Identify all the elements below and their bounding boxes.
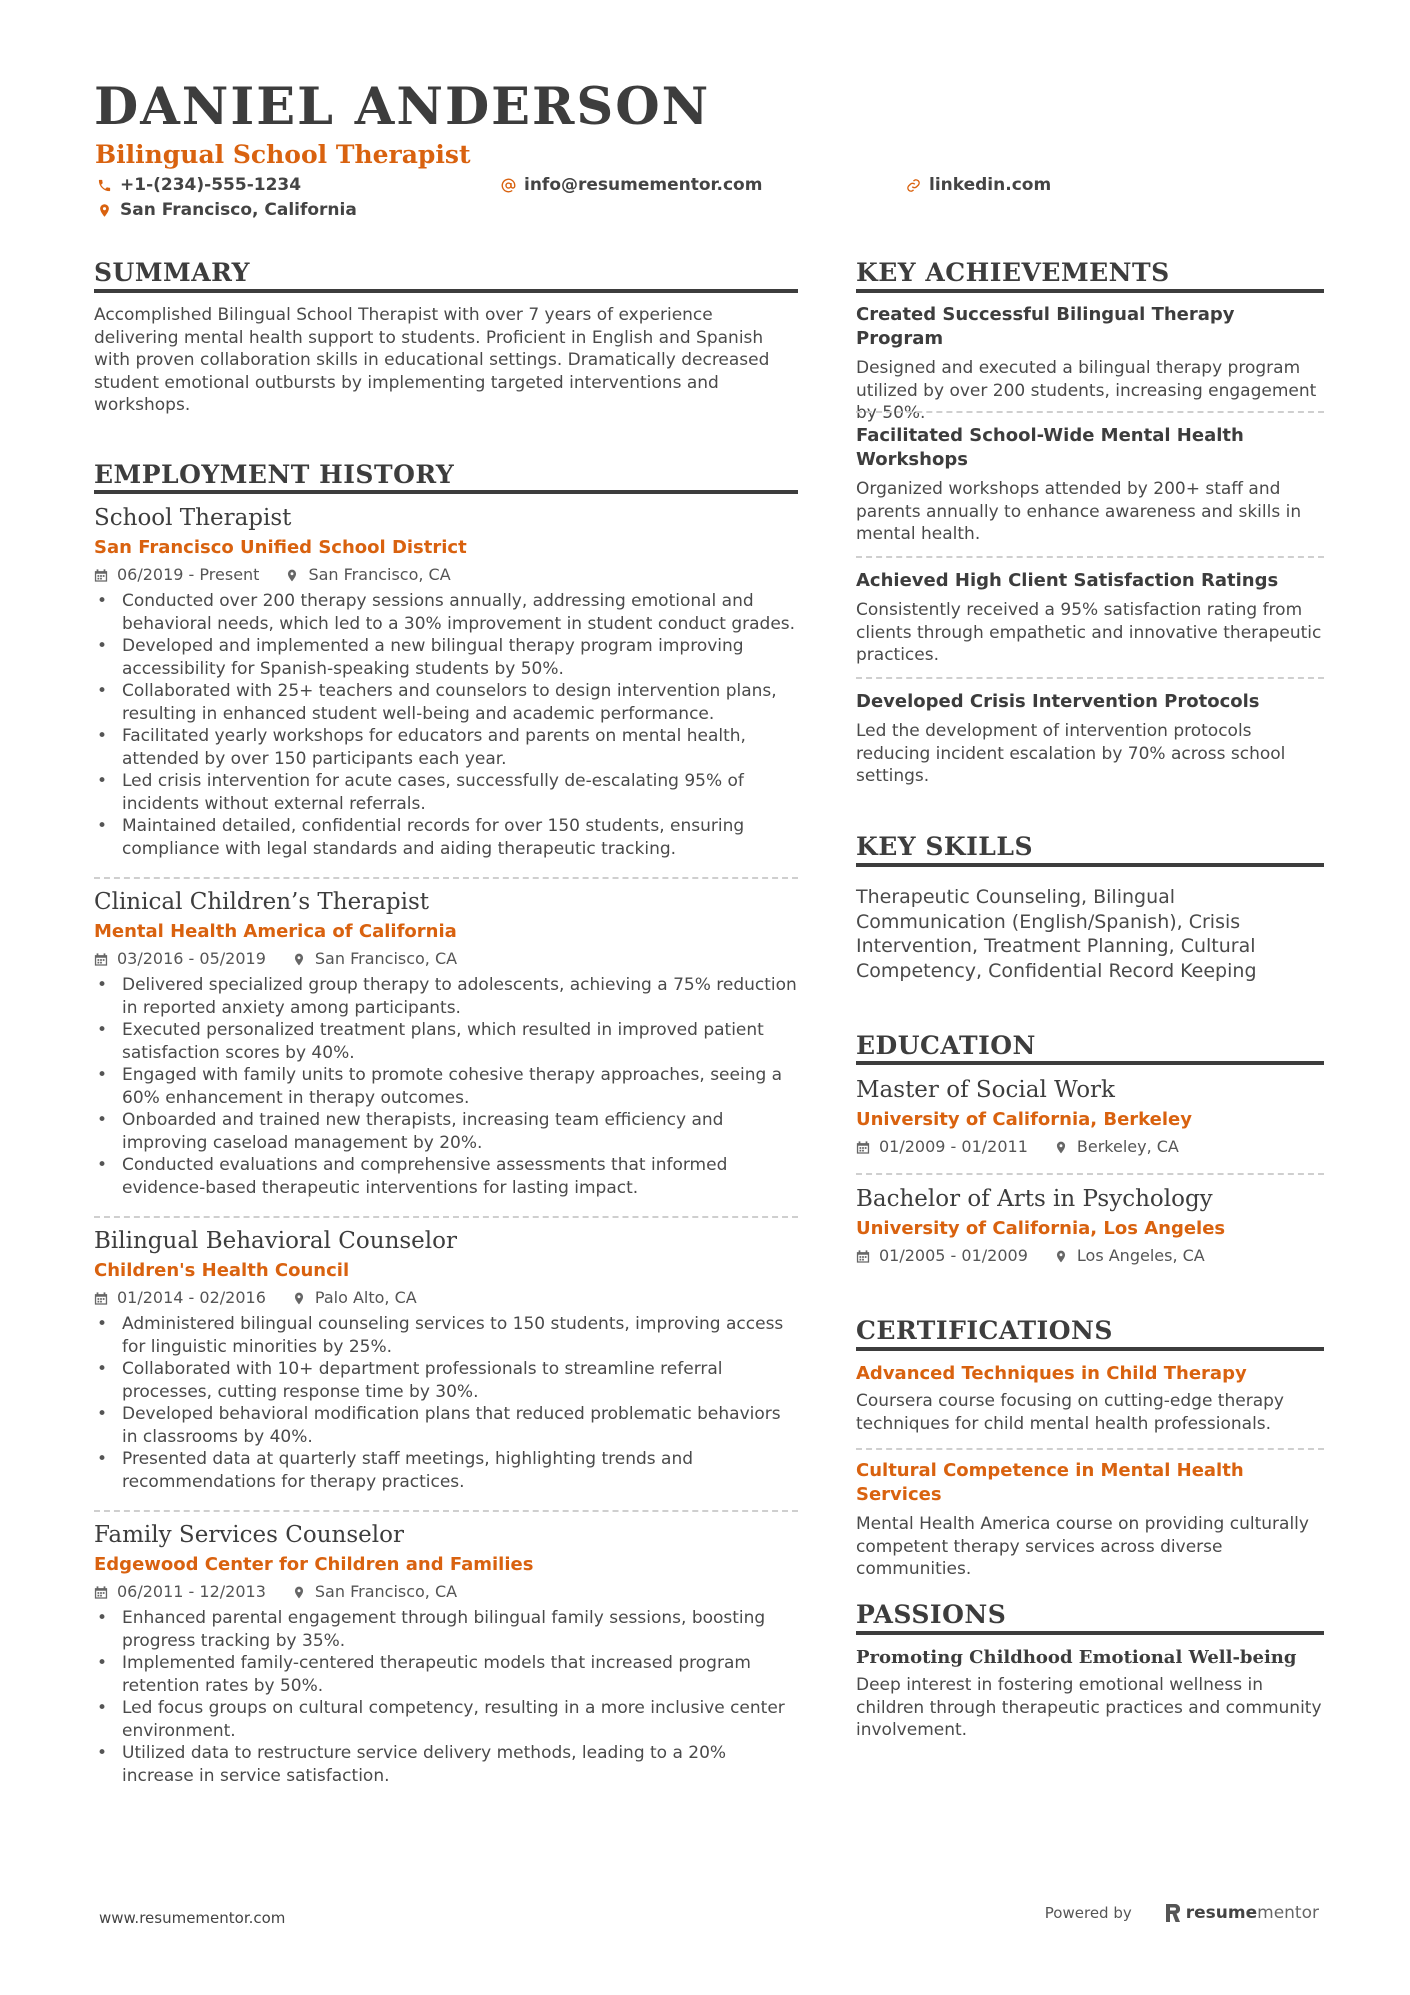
- job-location: [292, 1581, 457, 1603]
- job-divider: [94, 1216, 798, 1218]
- job-bullets: [94, 590, 798, 860]
- job-bullet: • Conducted over 200 therapy sessions annually, addressing emotional and behavioral needs, which led to a 30% improvement in student conduct grades.: [94, 590, 798, 635]
- achievements-heading: KEY ACHIEVEMENTS: [856, 258, 1170, 287]
- achievement-item: [856, 690, 1324, 788]
- job-dates-text: 06/2011 - 12/2013: [117, 1582, 266, 1601]
- location-pin-icon: [97, 203, 112, 218]
- skills-heading: KEY SKILLS: [856, 832, 1034, 861]
- job-bullet: • Collaborated with 10+ department professionals to streamline referral processes, cutting response time by 30%.: [94, 1358, 798, 1403]
- calendar-icon: [94, 1585, 108, 1600]
- job-title: Clinical Children’s Therapist: [94, 889, 430, 915]
- job-bullet: • Enhanced parental engagement through bilingual family sessions, boosting progress tracking by 35%.: [94, 1607, 798, 1652]
- brand-part-a: resume: [1185, 1903, 1258, 1923]
- job-location: [292, 948, 457, 970]
- job-meta: [94, 1581, 798, 1603]
- summary-text: Accomplished Bilingual School Therapist with over 7 years of experience delivering mental health support to students. Proficient in English and Spanish with proven collaboration skills in educational settings. Dramatically decreased student emotional outbursts by implementing targeted interventions and workshops.: [94, 305, 770, 415]
- education-location-text: Berkeley, CA: [1076, 1137, 1179, 1156]
- job-dates: [94, 1581, 266, 1603]
- achievement-divider: [856, 411, 1324, 413]
- job-dates: [94, 948, 266, 970]
- achievement-title: Facilitated School-Wide Mental Health Workshops: [856, 425, 1244, 470]
- achievement-desc: Organized workshops attended by 200+ staff and parents annually to enhance awareness and skills in mental health.: [856, 479, 1302, 544]
- achievement-title: Created Successful Bilingual Therapy Program: [856, 304, 1235, 349]
- certification-desc: Coursera course focusing on cutting-edge therapy techniques for child mental health professionals.: [856, 1391, 1284, 1434]
- job-bullet: • Implemented family-centered therapeutic models that increased program retention rates by 50%.: [94, 1652, 798, 1697]
- job-title: Family Services Counselor: [94, 1522, 404, 1548]
- job-bullet: • Executed personalized treatment plans, which resulted in improved patient satisfaction scores by 40%.: [94, 1019, 798, 1064]
- skills-text: Therapeutic Counseling, Bilingual Communication (English/Spanish), Crisis Intervention, Treatment Planning, Cultural Competency, Confidential Record Keeping: [856, 886, 1257, 982]
- achievement-desc: Consistently received a 95% satisfaction rating from clients through empathetic and innovative therapeutic practices.: [856, 600, 1322, 665]
- brand-part-b: mentor: [1257, 1903, 1319, 1923]
- job-divider: [94, 877, 798, 879]
- calendar-icon: [856, 1140, 870, 1155]
- education-school: University of California, Los Angeles: [856, 1218, 1226, 1239]
- achievement-item: [856, 303, 1324, 425]
- job-bullet: • Developed behavioral modification plans that reduced problematic behaviors in classrooms by 40%.: [94, 1403, 798, 1448]
- job-location-text: Palo Alto, CA: [314, 1288, 417, 1307]
- location-pin-icon: [285, 568, 299, 583]
- email-text: info@resumementor.com: [524, 175, 763, 195]
- location-pin-icon: [1054, 1249, 1068, 1264]
- job-location-text: San Francisco, CA: [308, 565, 451, 584]
- job-bullet: • Facilitated yearly workshops for educators and parents on mental health, attended by over 150 participants each year.: [94, 725, 798, 770]
- job-dates: [94, 1287, 266, 1309]
- education-rule: [856, 1061, 1324, 1065]
- certification-title: Cultural Competence in Mental Health Services: [856, 1460, 1244, 1505]
- job-dates: [94, 564, 259, 586]
- job-bullet: • Maintained detailed, confidential records for over 150 students, ensuring compliance with legal standards and aiding therapeutic tracking.: [94, 815, 798, 860]
- summary-rule: [94, 289, 798, 293]
- education-dates-text: 01/2005 - 01/2009: [879, 1246, 1028, 1265]
- location-text: San Francisco, California: [120, 200, 357, 220]
- certifications-rule: [856, 1347, 1324, 1351]
- job-dates-text: 03/2016 - 05/2019: [117, 949, 266, 968]
- job-location-text: San Francisco, CA: [314, 1582, 458, 1601]
- education-heading: EDUCATION: [856, 1031, 1036, 1060]
- employment-heading: EMPLOYMENT HISTORY: [94, 460, 455, 489]
- job-entry: [94, 1521, 798, 1787]
- achievement-divider: [856, 556, 1324, 558]
- phone-icon: [97, 178, 112, 193]
- certifications-heading: CERTIFICATIONS: [856, 1316, 1113, 1345]
- employment-rule: [94, 490, 798, 494]
- job-bullet: • Engaged with family units to promote cohesive therapy approaches, seeing a 60% enhancement in therapy outcomes.: [94, 1064, 798, 1109]
- job-entry: [94, 504, 798, 860]
- certification-divider: [856, 1448, 1324, 1450]
- summary-heading: SUMMARY: [94, 258, 250, 287]
- job-bullet: • Presented data at quarterly staff meetings, highlighting trends and recommendations for therapy practices.: [94, 1448, 798, 1493]
- education-dates: [856, 1136, 1028, 1158]
- job-bullet: • Led crisis intervention for acute cases, successfully de-escalating 95% of incidents without external referrals.: [94, 770, 798, 815]
- education-item: [856, 1076, 1324, 1158]
- certification-item: [856, 1459, 1324, 1581]
- passions-rule: [856, 1631, 1324, 1635]
- linkedin-text: linkedin.com: [929, 175, 1052, 195]
- job-company: Mental Health America of California: [94, 921, 457, 942]
- education-location-text: Los Angeles, CA: [1076, 1246, 1205, 1265]
- job-meta: [94, 948, 798, 970]
- achievement-desc: Designed and executed a bilingual therapy program utilized by over 200 students, increasing engagement by 50%.: [856, 358, 1317, 423]
- achievement-title: Achieved High Client Satisfaction Ratings: [856, 570, 1279, 591]
- calendar-icon: [94, 952, 108, 967]
- achievement-item: [856, 424, 1324, 546]
- education-item: [856, 1185, 1324, 1267]
- education-location: [1054, 1245, 1205, 1267]
- passions-heading: PASSIONS: [856, 1600, 1007, 1629]
- education-dates: [856, 1245, 1028, 1267]
- job-company: Edgewood Center for Children and Families: [94, 1554, 534, 1575]
- footer-brand: [1045, 1903, 1319, 1923]
- footer-website[interactable]: www.resumementor.com: [99, 1909, 286, 1927]
- job-meta: [94, 1287, 798, 1309]
- phone-text: +1-(234)-555-1234: [120, 175, 302, 195]
- job-bullets: [94, 1313, 798, 1493]
- job-bullet: • Onboarded and trained new therapists, increasing team efficiency and improving caseload management by 20%.: [94, 1109, 798, 1154]
- job-bullet: • Collaborated with 25+ teachers and counselors to design intervention plans, resulting in enhanced student well-being and academic performance.: [94, 680, 798, 725]
- education-meta: [856, 1136, 1324, 1158]
- education-degree: Master of Social Work: [856, 1077, 1115, 1103]
- job-title: Bilingual Behavioral Counselor: [94, 1228, 457, 1254]
- education-location: [1054, 1136, 1179, 1158]
- location-contact: [97, 202, 357, 219]
- powered-by-text: Powered by: [1044, 1904, 1132, 1922]
- education-dates-text: 01/2009 - 01/2011: [879, 1137, 1028, 1156]
- calendar-icon: [94, 1291, 108, 1306]
- job-bullet: • Delivered specialized group therapy to adolescents, achieving a 75% reduction in reported anxiety among participants.: [94, 974, 798, 1019]
- job-bullet: • Administered bilingual counseling services to 150 students, improving access for linguistic minorities by 25%.: [94, 1313, 798, 1358]
- education-meta: [856, 1245, 1324, 1267]
- skills-rule: [856, 863, 1324, 867]
- achievement-desc: Led the development of intervention protocols reducing incident escalation by 70% across school settings.: [856, 721, 1286, 786]
- resumementor-logo[interactable]: [1166, 1903, 1319, 1923]
- certification-item: [856, 1362, 1324, 1435]
- job-bullets: [94, 1607, 798, 1787]
- job-bullet: • Led focus groups on cultural competency, resulting in a more inclusive center environment.: [94, 1697, 798, 1742]
- candidate-name: DANIEL ANDERSON: [94, 77, 711, 137]
- passion-title: Promoting Childhood Emotional Well-being: [856, 1647, 1297, 1668]
- education-degree: Bachelor of Arts in Psychology: [856, 1186, 1213, 1212]
- job-company: Children's Health Council: [94, 1260, 350, 1281]
- location-pin-icon: [292, 1291, 306, 1306]
- job-bullet: • Developed and implemented a new bilingual therapy program improving accessibility for Spanish-speaking students by 50%.: [94, 635, 798, 680]
- job-entry: [94, 888, 798, 1199]
- education-school: University of California, Berkeley: [856, 1109, 1192, 1130]
- job-bullets: [94, 974, 798, 1199]
- location-pin-icon: [292, 1585, 306, 1600]
- email-contact[interactable]: [501, 177, 762, 194]
- job-bullet: • Utilized data to restructure service delivery methods, leading to a 20% increase in service satisfaction.: [94, 1742, 798, 1787]
- job-divider: [94, 1510, 798, 1512]
- certification-desc: Mental Health America course on providing culturally competent therapy services across diverse communities.: [856, 1514, 1309, 1579]
- job-location: [292, 1287, 417, 1309]
- location-pin-icon: [292, 952, 306, 967]
- achievement-divider: [856, 677, 1324, 679]
- certification-title: Advanced Techniques in Child Therapy: [856, 1363, 1247, 1384]
- passion-desc: Deep interest in fostering emotional wellness in children through therapeutic practices and community involvement.: [856, 1675, 1322, 1740]
- job-meta: [94, 564, 798, 586]
- achievements-rule: [856, 289, 1324, 293]
- passion-item: [856, 1646, 1324, 1742]
- location-pin-icon: [1054, 1140, 1068, 1155]
- education-divider: [856, 1173, 1324, 1175]
- linkedin-contact[interactable]: [906, 177, 1051, 194]
- job-title: School Therapist: [94, 505, 292, 531]
- calendar-icon: [856, 1249, 870, 1264]
- job-entry: [94, 1227, 798, 1493]
- achievement-title: Developed Crisis Intervention Protocols: [856, 691, 1260, 712]
- job-location-text: San Francisco, CA: [314, 949, 458, 968]
- job-bullet: • Conducted evaluations and comprehensive assessments that informed evidence-based therapeutic interventions for lasting impact.: [94, 1154, 798, 1199]
- at-icon: [501, 178, 516, 193]
- job-dates-text: 01/2014 - 02/2016: [117, 1288, 266, 1307]
- link-icon: [906, 178, 921, 193]
- job-location: [285, 564, 450, 586]
- job-company: San Francisco Unified School District: [94, 537, 467, 558]
- resumementor-logo-icon: [1166, 1904, 1180, 1922]
- phone-contact[interactable]: [97, 177, 301, 194]
- candidate-role: Bilingual School Therapist: [95, 140, 471, 169]
- achievement-item: [856, 569, 1324, 667]
- calendar-icon: [94, 568, 108, 583]
- job-dates-text: 06/2019 - Present: [117, 565, 260, 584]
